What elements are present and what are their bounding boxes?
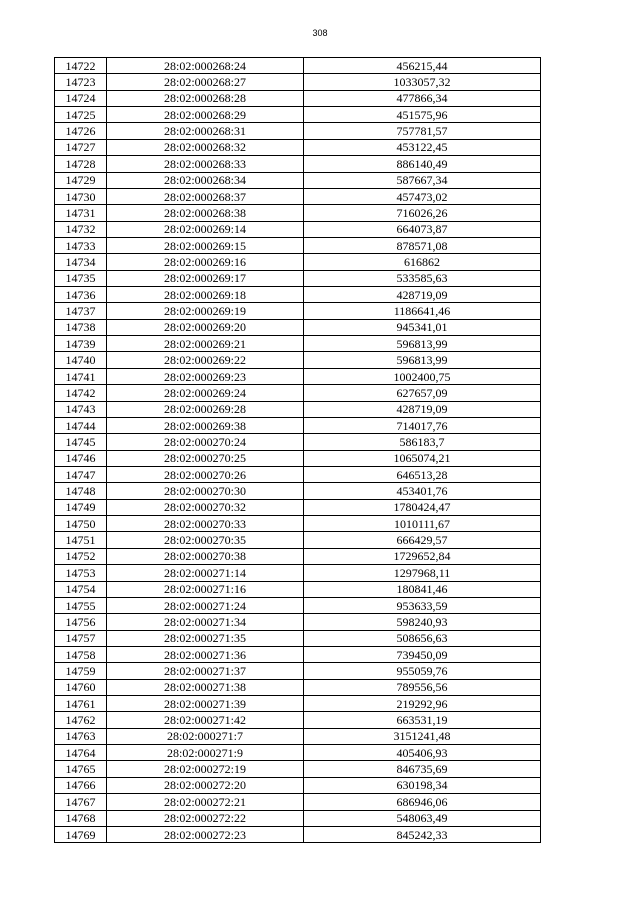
value-cell: 1297968,11 <box>304 565 541 581</box>
cadastral-number-cell: 28:02:000268:37 <box>107 188 304 204</box>
cadastral-number-cell: 28:02:000269:17 <box>107 270 304 286</box>
table-row <box>55 728 541 744</box>
row-number-cell: 14729 <box>55 172 107 188</box>
value-cell: 663531,19 <box>304 712 541 728</box>
table-row <box>55 352 541 368</box>
value-cell: 586183,7 <box>304 434 541 450</box>
row-number-cell: 14734 <box>55 254 107 270</box>
row-number-cell: 14746 <box>55 450 107 466</box>
table-row <box>55 516 541 532</box>
cadastral-number-cell: 28:02:000268:29 <box>107 107 304 123</box>
cadastral-number-cell: 28:02:000269:19 <box>107 303 304 319</box>
cadastral-number-cell: 28:02:000271:37 <box>107 663 304 679</box>
row-number-cell: 14753 <box>55 565 107 581</box>
row-number-cell: 14758 <box>55 646 107 662</box>
table-row <box>55 90 541 106</box>
value-cell: 598240,93 <box>304 614 541 630</box>
table-row <box>55 466 541 482</box>
cadastral-number-cell: 28:02:000270:35 <box>107 532 304 548</box>
value-cell: 845242,33 <box>304 826 541 842</box>
value-cell: 686946,06 <box>304 794 541 810</box>
table-row <box>55 417 541 433</box>
cadastral-number-cell: 28:02:000269:21 <box>107 336 304 352</box>
value-cell: 508656,63 <box>304 630 541 646</box>
value-cell: 548063,49 <box>304 810 541 826</box>
table-row <box>55 139 541 155</box>
cadastral-number-cell: 28:02:000269:24 <box>107 385 304 401</box>
cadastral-number-cell: 28:02:000270:24 <box>107 434 304 450</box>
cadastral-number-cell: 28:02:000272:21 <box>107 794 304 810</box>
row-number-cell: 14747 <box>55 466 107 482</box>
table-row <box>55 319 541 335</box>
cadastral-number-cell: 28:02:000271:7 <box>107 728 304 744</box>
table-row <box>55 74 541 90</box>
cadastral-number-cell: 28:02:000270:30 <box>107 483 304 499</box>
table-row <box>55 401 541 417</box>
row-number-cell: 14741 <box>55 368 107 384</box>
row-number-cell: 14723 <box>55 74 107 90</box>
row-number-cell: 14754 <box>55 581 107 597</box>
value-cell: 846735,69 <box>304 761 541 777</box>
row-number-cell: 14737 <box>55 303 107 319</box>
row-number-cell: 14744 <box>55 417 107 433</box>
value-cell: 1186641,46 <box>304 303 541 319</box>
table-row <box>55 794 541 810</box>
row-number-cell: 14725 <box>55 107 107 123</box>
table-row <box>55 810 541 826</box>
value-cell: 219292,96 <box>304 696 541 712</box>
value-cell: 428719,09 <box>304 287 541 303</box>
row-number-cell: 14755 <box>55 597 107 613</box>
table-row <box>55 58 541 74</box>
cadastral-number-cell: 28:02:000269:15 <box>107 237 304 253</box>
table-row <box>55 614 541 630</box>
row-number-cell: 14740 <box>55 352 107 368</box>
table-row <box>55 237 541 253</box>
cadastral-number-cell: 28:02:000270:26 <box>107 466 304 482</box>
row-number-cell: 14728 <box>55 156 107 172</box>
table-row <box>55 205 541 221</box>
table-row <box>55 712 541 728</box>
cadastral-number-cell: 28:02:000268:32 <box>107 139 304 155</box>
table-row <box>55 532 541 548</box>
row-number-cell: 14726 <box>55 123 107 139</box>
cadastral-number-cell: 28:02:000271:9 <box>107 745 304 761</box>
value-cell: 1010111,67 <box>304 516 541 532</box>
row-number-cell: 14752 <box>55 548 107 564</box>
table-row <box>55 646 541 662</box>
row-number-cell: 14759 <box>55 663 107 679</box>
value-cell: 456215,44 <box>304 58 541 74</box>
table-row <box>55 287 541 303</box>
table-row <box>55 826 541 842</box>
table-row <box>55 303 541 319</box>
row-number-cell: 14736 <box>55 287 107 303</box>
value-cell: 627657,09 <box>304 385 541 401</box>
value-cell: 1002400,75 <box>304 368 541 384</box>
value-cell: 666429,57 <box>304 532 541 548</box>
row-number-cell: 14768 <box>55 810 107 826</box>
value-cell: 739450,09 <box>304 646 541 662</box>
value-cell: 453401,76 <box>304 483 541 499</box>
row-number-cell: 14722 <box>55 58 107 74</box>
cadastral-number-cell: 28:02:000271:42 <box>107 712 304 728</box>
row-number-cell: 14748 <box>55 483 107 499</box>
table-row <box>55 123 541 139</box>
value-cell: 451575,96 <box>304 107 541 123</box>
cadastral-number-cell: 28:02:000271:35 <box>107 630 304 646</box>
value-cell: 1065074,21 <box>304 450 541 466</box>
table-row <box>55 450 541 466</box>
value-cell: 616862 <box>304 254 541 270</box>
cadastral-number-cell: 28:02:000268:34 <box>107 172 304 188</box>
table-row <box>55 434 541 450</box>
cadastral-number-cell: 28:02:000270:38 <box>107 548 304 564</box>
table-row <box>55 385 541 401</box>
table-row <box>55 270 541 286</box>
table-row <box>55 663 541 679</box>
cadastral-table <box>54 57 541 843</box>
cadastral-number-cell: 28:02:000270:32 <box>107 499 304 515</box>
row-number-cell: 14766 <box>55 777 107 793</box>
value-cell: 428719,09 <box>304 401 541 417</box>
table-row <box>55 761 541 777</box>
cadastral-number-cell: 28:02:000268:33 <box>107 156 304 172</box>
cadastral-number-cell: 28:02:000268:24 <box>107 58 304 74</box>
row-number-cell: 14733 <box>55 237 107 253</box>
table-row <box>55 107 541 123</box>
cadastral-number-cell: 28:02:000272:23 <box>107 826 304 842</box>
table-row <box>55 565 541 581</box>
table-row <box>55 679 541 695</box>
row-number-cell: 14743 <box>55 401 107 417</box>
row-number-cell: 14732 <box>55 221 107 237</box>
row-number-cell: 14760 <box>55 679 107 695</box>
row-number-cell: 14727 <box>55 139 107 155</box>
cadastral-number-cell: 28:02:000268:27 <box>107 74 304 90</box>
table-row <box>55 630 541 646</box>
cadastral-number-cell: 28:02:000268:31 <box>107 123 304 139</box>
table-row <box>55 188 541 204</box>
cadastral-number-cell: 28:02:000269:16 <box>107 254 304 270</box>
value-cell: 953633,59 <box>304 597 541 613</box>
table-row <box>55 368 541 384</box>
value-cell: 533585,63 <box>304 270 541 286</box>
row-number-cell: 14735 <box>55 270 107 286</box>
cadastral-number-cell: 28:02:000272:22 <box>107 810 304 826</box>
row-number-cell: 14763 <box>55 728 107 744</box>
value-cell: 646513,28 <box>304 466 541 482</box>
row-number-cell: 14739 <box>55 336 107 352</box>
cadastral-number-cell: 28:02:000269:28 <box>107 401 304 417</box>
row-number-cell: 14757 <box>55 630 107 646</box>
value-cell: 3151241,48 <box>304 728 541 744</box>
value-cell: 1033057,32 <box>304 74 541 90</box>
row-number-cell: 14750 <box>55 516 107 532</box>
row-number-cell: 14749 <box>55 499 107 515</box>
table-body <box>55 58 541 843</box>
value-cell: 405406,93 <box>304 745 541 761</box>
cadastral-number-cell: 28:02:000269:38 <box>107 417 304 433</box>
row-number-cell: 14764 <box>55 745 107 761</box>
table-row <box>55 172 541 188</box>
table-row <box>55 156 541 172</box>
value-cell: 945341,01 <box>304 319 541 335</box>
row-number-cell: 14761 <box>55 696 107 712</box>
value-cell: 1729652,84 <box>304 548 541 564</box>
value-cell: 714017,76 <box>304 417 541 433</box>
value-cell: 596813,99 <box>304 336 541 352</box>
cadastral-number-cell: 28:02:000269:22 <box>107 352 304 368</box>
table-row <box>55 548 541 564</box>
cadastral-number-cell: 28:02:000271:36 <box>107 646 304 662</box>
table-row <box>55 221 541 237</box>
cadastral-number-cell: 28:02:000268:38 <box>107 205 304 221</box>
value-cell: 596813,99 <box>304 352 541 368</box>
table-row <box>55 336 541 352</box>
cadastral-number-cell: 28:02:000272:19 <box>107 761 304 777</box>
table-row <box>55 254 541 270</box>
cadastral-number-cell: 28:02:000271:14 <box>107 565 304 581</box>
cadastral-number-cell: 28:02:000271:34 <box>107 614 304 630</box>
value-cell: 886140,49 <box>304 156 541 172</box>
row-number-cell: 14731 <box>55 205 107 221</box>
cadastral-number-cell: 28:02:000270:33 <box>107 516 304 532</box>
row-number-cell: 14751 <box>55 532 107 548</box>
page-number: 308 <box>312 28 328 38</box>
row-number-cell: 14730 <box>55 188 107 204</box>
row-number-cell: 14767 <box>55 794 107 810</box>
table-row <box>55 777 541 793</box>
value-cell: 716026,26 <box>304 205 541 221</box>
row-number-cell: 14724 <box>55 90 107 106</box>
cadastral-number-cell: 28:02:000272:20 <box>107 777 304 793</box>
row-number-cell: 14765 <box>55 761 107 777</box>
cadastral-number-cell: 28:02:000271:38 <box>107 679 304 695</box>
row-number-cell: 14745 <box>55 434 107 450</box>
table-row <box>55 745 541 761</box>
table-row <box>55 581 541 597</box>
cadastral-number-cell: 28:02:000269:18 <box>107 287 304 303</box>
table-row <box>55 597 541 613</box>
row-number-cell: 14738 <box>55 319 107 335</box>
value-cell: 955059,76 <box>304 663 541 679</box>
cadastral-number-cell: 28:02:000271:24 <box>107 597 304 613</box>
value-cell: 457473,02 <box>304 188 541 204</box>
table-row <box>55 483 541 499</box>
value-cell: 757781,57 <box>304 123 541 139</box>
cadastral-number-cell: 28:02:000269:23 <box>107 368 304 384</box>
value-cell: 664073,87 <box>304 221 541 237</box>
row-number-cell: 14769 <box>55 826 107 842</box>
cadastral-number-cell: 28:02:000270:25 <box>107 450 304 466</box>
cadastral-number-cell: 28:02:000271:16 <box>107 581 304 597</box>
value-cell: 587667,34 <box>304 172 541 188</box>
value-cell: 878571,08 <box>304 237 541 253</box>
cadastral-number-cell: 28:02:000268:28 <box>107 90 304 106</box>
table-row <box>55 499 541 515</box>
cadastral-number-cell: 28:02:000269:20 <box>107 319 304 335</box>
table-row <box>55 696 541 712</box>
value-cell: 1780424,47 <box>304 499 541 515</box>
value-cell: 453122,45 <box>304 139 541 155</box>
value-cell: 789556,56 <box>304 679 541 695</box>
value-cell: 477866,34 <box>304 90 541 106</box>
row-number-cell: 14756 <box>55 614 107 630</box>
row-number-cell: 14762 <box>55 712 107 728</box>
cadastral-number-cell: 28:02:000269:14 <box>107 221 304 237</box>
value-cell: 180841,46 <box>304 581 541 597</box>
value-cell: 630198,34 <box>304 777 541 793</box>
row-number-cell: 14742 <box>55 385 107 401</box>
cadastral-number-cell: 28:02:000271:39 <box>107 696 304 712</box>
